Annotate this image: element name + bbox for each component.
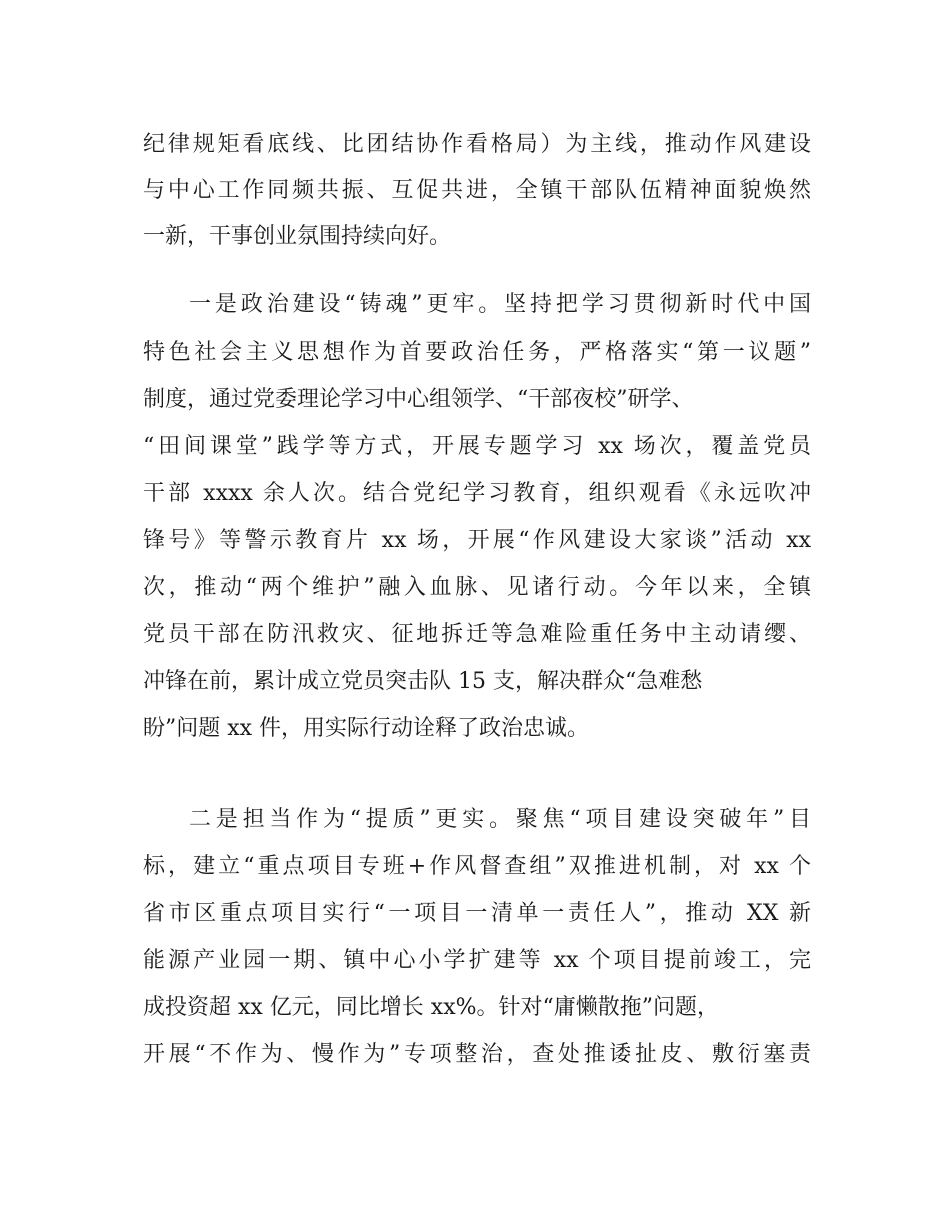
text-line: 次，推动“两个维护”融入血脉、见诸行动。今年以来，全镇 [143,575,811,600]
text-line: 一新，干事创业氛围持续向好。 [143,224,452,249]
text-line: “田间课堂”践学等方式，开展专题学习 xx 场次，覆盖党员 [143,434,811,459]
section-one-first-line: 一是政治建设“铸魂”更牢。坚持把学习贯彻新时代中国 [189,292,811,317]
text-line: 成投资超 xx 亿元，同比增长 xx%。针对“庸懒散拖”问题， [143,995,720,1020]
text-line: 盼”问题 xx 件，用实际行动诠释了政治忠诚。 [143,716,590,741]
text-line: 制度，通过党委理论学习中心组领学、“干部夜校”研学、 [143,387,694,412]
text-line: 特色社会主义思想作为首要政治任务，严格落实“第一议题” [143,340,811,365]
text-line: 开展“不作为、慢作为”专项整治，查处推诿扯皮、敷衍塞责 [143,1042,811,1067]
text-line: 干部 xxxx 余人次。结合党纪学习教育，组织观看《永远吹冲 [143,481,811,506]
text-line: 纪律规矩看底线、比团结协作看格局）为主线，推动作风建设 [143,132,811,157]
text-line: 标，建立“重点项目专班+作风督查组”双推进机制，对 xx 个 [143,854,811,879]
text-line: 党员干部在防汛救灾、征地拆迁等急难险重任务中主动请缨、 [143,622,811,647]
text-line: 冲锋在前，累计成立党员突击队 15 支，解决群众“急难愁 [143,669,703,694]
text-line: 与中心工作同频共振、互促共进，全镇干部队伍精神面貌焕然 [143,178,811,203]
text-line: 锋号》等警示教育片 xx 场，开展“作风建设大家谈”活动 xx [143,528,811,553]
section-two-first-line: 二是担当作为“提质”更实。聚焦“项目建设突破年”目 [189,807,811,832]
text-line: 能源产业园一期、镇中心小学扩建等 xx 个项目提前竣工，完 [143,948,811,973]
text-line: 省市区重点项目实行“一项目一清单一责任人”，推动 XX 新 [143,901,811,926]
